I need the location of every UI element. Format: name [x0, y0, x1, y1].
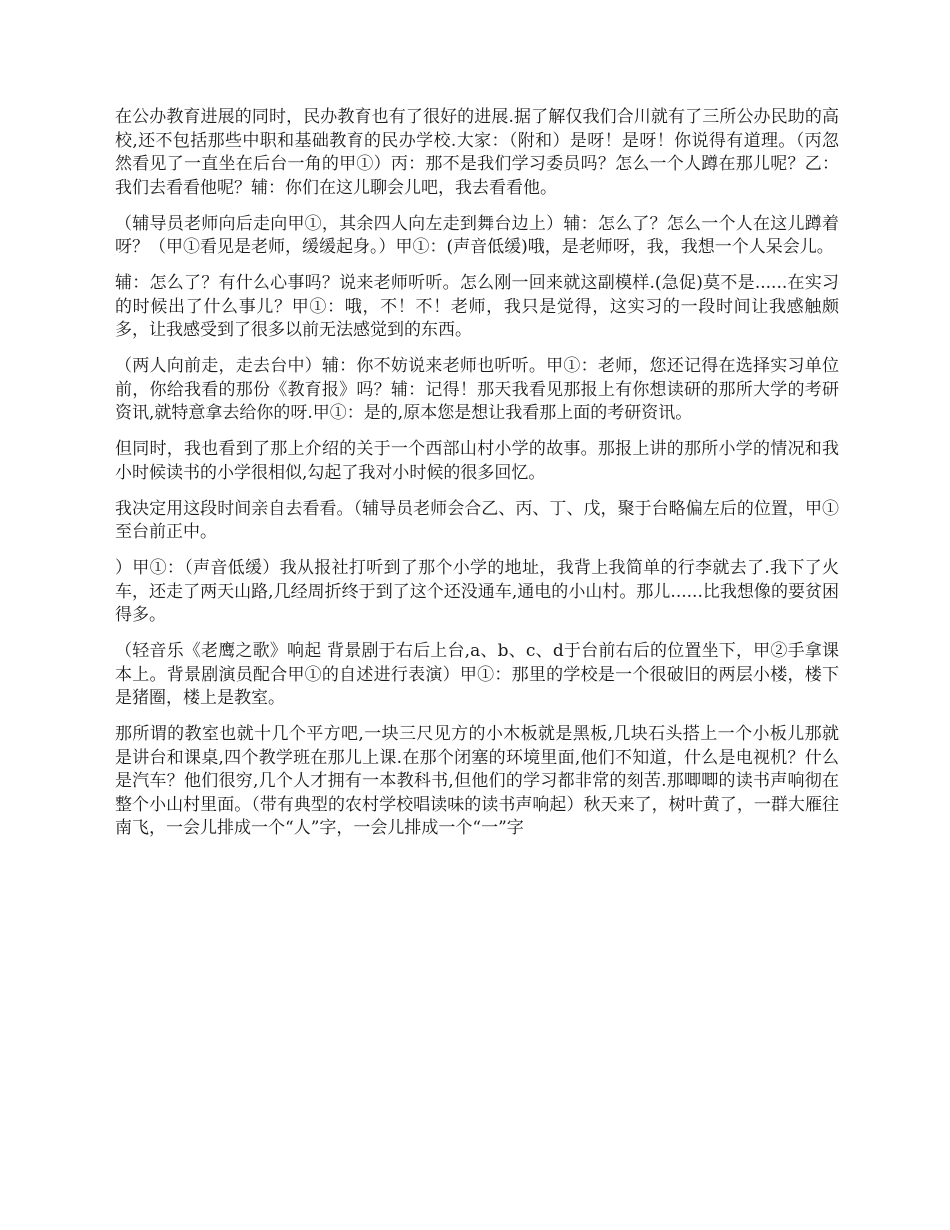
- paragraph-9: 那所谓的教室也就十几个平方吧,一块三尺见方的小木板就是黑板,几块石头搭上一个小板儿那就是讲台和课桌,四个教学班在那儿上课.在那个闭塞的环境里面,他们不知道，什么是电视机？什么是汽车？他们很穷,几个人才拥有一本教科书,但他们的学习都非常的刻苦.那唧唧的读书声响彻在整个小山村里面。（带有典型的农村学校唱读味的读书声响起）秋天来了，树叶黄了，一群大雁往南飞，一会儿排成一个“人”字，一会儿排成一个“一”字: [115, 724, 839, 838]
- document-body: [115, 106, 839, 853]
- paragraph-8: （轻音乐《老鹰之歌》响起 背景剧于右后上台,a、b、c、d于台前右后的位置坐下，甲②手拿课本上。背景剧演员配合甲①的自述进行表演）甲①：那里的学校是一个很破旧的两层小楼，楼下是猪圈，楼上是教室。: [115, 641, 839, 708]
- paragraph-7: ）甲①：（声音低缓）我从报社打听到了那个小学的地址，我背上我简单的行李就去了.我下了火车，还走了两天山路,几经周折终于到了这个还没通车,通电的小山村。那儿......比我想像的要贫困得多。: [115, 558, 839, 625]
- paragraph-5: 但同时，我也看到了那上介绍的关于一个西部山村小学的故事。那报上讲的那所小学的情况和我小时候读书的小学很相似,勾起了我对小时候的很多回忆。: [115, 439, 839, 483]
- paragraph-6: 我决定用这段时间亲自去看看。（辅导员老师会合乙、丙、丁、戊，聚于台略偏左后的位置，甲①至台前正中。: [115, 498, 839, 542]
- paragraph-2: （辅导员老师向后走向甲①，其余四人向左走到舞台边上）辅：怎么了？怎么一个人在这儿蹲着呀？（甲①看见是老师，缓缓起身。）甲①：(声音低缓)哦，是老师呀，我，我想一个人呆会儿。: [115, 213, 839, 257]
- paragraph-3: 辅：怎么了？有什么心事吗？说来老师听听。怎么刚一回来就这副模样.(急促)莫不是......在实习的时候出了什么事儿？甲①：哦，不！不！老师，我只是觉得，这实习的一段时间让我感触颇多，让我感受到了很多以前无法感觉到的东西。: [115, 273, 839, 340]
- paragraph-1: 在公办教育进展的同时，民办教育也有了很好的进展.据了解仅我们合川就有了三所公办民助的高校,还不包括那些中职和基础教育的民办学校.大家：（附和）是呀！是呀！你说得有道理。（丙忽然看见了一直坐在后台一角的甲①）丙：那不是我们学习委员吗？怎么一个人蹲在那儿呢？乙：我们去看看他呢？辅：你们在这儿聊会儿吧，我去看看他。: [115, 107, 839, 198]
- paragraph-4: （两人向前走，走去台中）辅：你不妨说来老师也听听。甲①：老师，您还记得在选择实习单位前，你给我看的那份《教育报》吗？辅：记得！那天我看见那报上有你想读研的那所大学的考研资讯,就特意拿去给你的呀.甲①：是的,原本您是想让我看那上面的考研资讯。: [115, 356, 839, 423]
